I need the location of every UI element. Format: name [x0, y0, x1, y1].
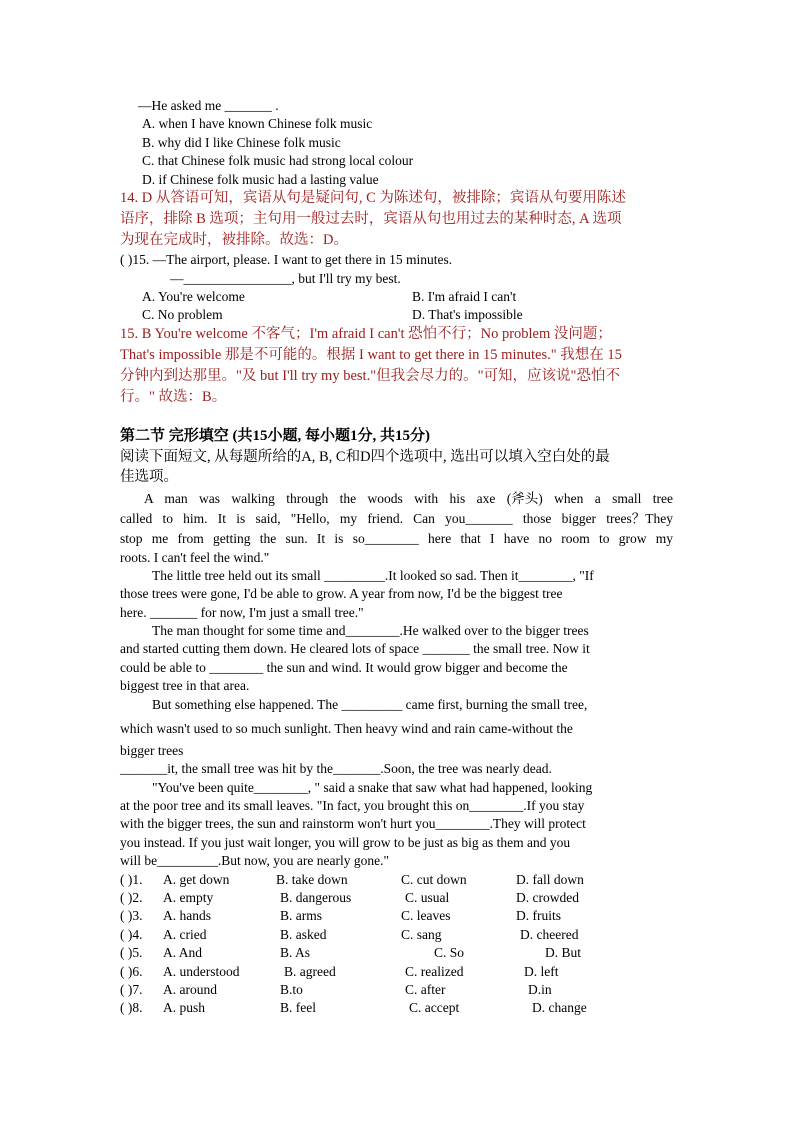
passage-line: with the bigger trees, the sun and rainstorm won't hurt you________.They will protect — [120, 816, 586, 831]
q15-answer-line: That's impossible 那是不可能的。根据 I want to get there in 15 minutes." 我想在 15 — [120, 347, 622, 363]
passage-line: and started cutting them down. He cleared lots of space _______ the small tree. Now it — [120, 641, 590, 656]
passage-line: "You've been quite________, " said a snake that saw what had happened, looking — [152, 780, 593, 795]
passage-line: called to him. It is said, "Hello, my friend. Can you_______ those bigger trees？They — [120, 511, 673, 526]
q15-stem: ( )15. —The airport, please. I want to get there in 15 minutes. — [120, 252, 453, 267]
q15-answer-line: 15. B You're welcome 不客气；I'm afraid I can't 恐怕不行；No problem 没问题； — [120, 326, 612, 342]
question-option-c: C. So — [434, 945, 465, 960]
question-option-d: D. change — [532, 1000, 587, 1015]
section-instruction: 佳选项。 — [120, 469, 178, 485]
question-option-a: A. around — [163, 982, 217, 997]
q14-option-a: A. when I have known Chinese folk music — [142, 116, 373, 131]
question-option-b: B. take down — [276, 872, 348, 887]
question-option-d: D. left — [524, 964, 559, 979]
passage-line: biggest tree in that area. — [120, 678, 250, 693]
q15-answer-line: 分钟内到达那里。"及 but I'll try my best."但我会尽力的。"可知，应该说"恐怕不 — [120, 368, 620, 384]
question-number: ( )6. — [120, 964, 143, 979]
question-option-a: A. And — [163, 945, 203, 960]
section-title: 第二节 完形填空 (共15小题, 每小题1分, 共15分) — [120, 428, 430, 444]
passage-line: bigger trees — [120, 743, 184, 758]
question-option-b: B. feel — [280, 1000, 316, 1015]
passage-line: A man was walking through the woods with his axe (斧头) when a small tree — [144, 491, 673, 506]
question-option-d: D. cheered — [520, 927, 579, 942]
passage-line: you instead. If you just wait longer, you will grow to be just as big as them and you — [120, 835, 571, 850]
question-option-b: B. arms — [280, 908, 322, 923]
question-option-b: B.to — [280, 982, 303, 997]
question-option-d: D. fall down — [516, 872, 584, 887]
q14-option-d: D. if Chinese folk music had a lasting value — [142, 172, 379, 187]
q14-answer-line: 为现在完成时，被排除。故选：D。 — [120, 232, 348, 248]
passage-line: which wasn't used to so much sunlight. Then heavy wind and rain came-without the — [120, 721, 573, 736]
passage-line: roots. I can't feel the wind." — [120, 550, 270, 565]
question-option-d: D. But — [545, 945, 582, 960]
passage-line: But something else happened. The _________ came first, burning the small tree, — [152, 697, 588, 712]
question-option-c: C. realized — [405, 964, 464, 979]
question-option-d: D. crowded — [516, 890, 579, 905]
question-option-b: B. As — [280, 945, 311, 960]
q14-answer-line: 语序，排除 B 选项；主句用一般过去时，宾语从句也用过去的某种时态, A 选项 — [120, 211, 622, 227]
question-number: ( )4. — [120, 927, 143, 942]
q15-option-a: A. You're welcome — [142, 289, 245, 304]
question-number: ( )2. — [120, 890, 143, 905]
question-option-c: C. after — [405, 982, 446, 997]
passage-line: here. _______ for now, I'm just a small tree." — [120, 605, 364, 620]
question-option-d: D.in — [528, 982, 552, 997]
question-option-a: A. hands — [163, 908, 211, 923]
question-number: ( )5. — [120, 945, 143, 960]
passage-line: will be_________.But now, you are nearly gone." — [120, 853, 389, 868]
q15-stem-response: —________________, but I'll try my best. — [170, 271, 401, 286]
passage-line: stop me from getting the sun. It is so________ here that I have no room to grow my — [120, 531, 673, 546]
question-number: ( )8. — [120, 1000, 143, 1015]
passage-line: could be able to ________ the sun and wind. It would grow bigger and become the — [120, 660, 568, 675]
question-number: ( )3. — [120, 908, 143, 923]
passage-line: The man thought for some time and________.He walked over to the bigger trees — [152, 623, 589, 638]
q15-option-d: D. That's impossible — [412, 307, 523, 322]
passage-line: _______it, the small tree was hit by the_______.Soon, the tree was nearly dead. — [120, 761, 552, 776]
q14-option-c: C. that Chinese folk music had strong local colour — [142, 153, 414, 168]
passage-line: at the poor tree and its small leaves. "In fact, you brought this on________.If you stay — [120, 798, 585, 813]
passage-line: The little tree held out its small _________.It looked so sad. Then it________, "If — [152, 568, 594, 583]
question-option-c: C. leaves — [401, 908, 451, 923]
q14-stem: —He asked me _______ . — [138, 98, 279, 113]
passage-line: those trees were gone, I'd be able to grow. A year from now, I'd be the biggest tree — [120, 586, 563, 601]
question-option-c: C. usual — [405, 890, 450, 905]
question-option-a: A. get down — [163, 872, 230, 887]
question-option-b: B. asked — [280, 927, 327, 942]
question-option-b: B. agreed — [284, 964, 336, 979]
question-option-a: A. cried — [163, 927, 207, 942]
q14-answer-line: 14. D 从答语可知，宾语从句是疑问句, C 为陈述句，被排除；宾语从句要用陈述 — [120, 190, 626, 206]
question-option-a: A. understood — [163, 964, 240, 979]
question-option-a: A. empty — [163, 890, 214, 905]
question-number: ( )1. — [120, 872, 143, 887]
q14-option-b: B. why did I like Chinese folk music — [142, 135, 341, 150]
question-option-c: C. sang — [401, 927, 442, 942]
question-option-c: C. accept — [409, 1000, 460, 1015]
question-option-c: C. cut down — [401, 872, 467, 887]
question-option-d: D. fruits — [516, 908, 561, 923]
q15-answer-line: 行。" 故选：B。 — [120, 389, 227, 405]
question-option-b: B. dangerous — [280, 890, 352, 905]
question-option-a: A. push — [163, 1000, 206, 1015]
q15-option-b: B. I'm afraid I can't — [412, 289, 517, 304]
question-number: ( )7. — [120, 982, 143, 997]
section-instruction: 阅读下面短文, 从每题所给的A, B, C和D四个选项中, 选出可以填入空白处的最 — [120, 449, 610, 465]
q15-option-c: C. No problem — [142, 307, 223, 322]
